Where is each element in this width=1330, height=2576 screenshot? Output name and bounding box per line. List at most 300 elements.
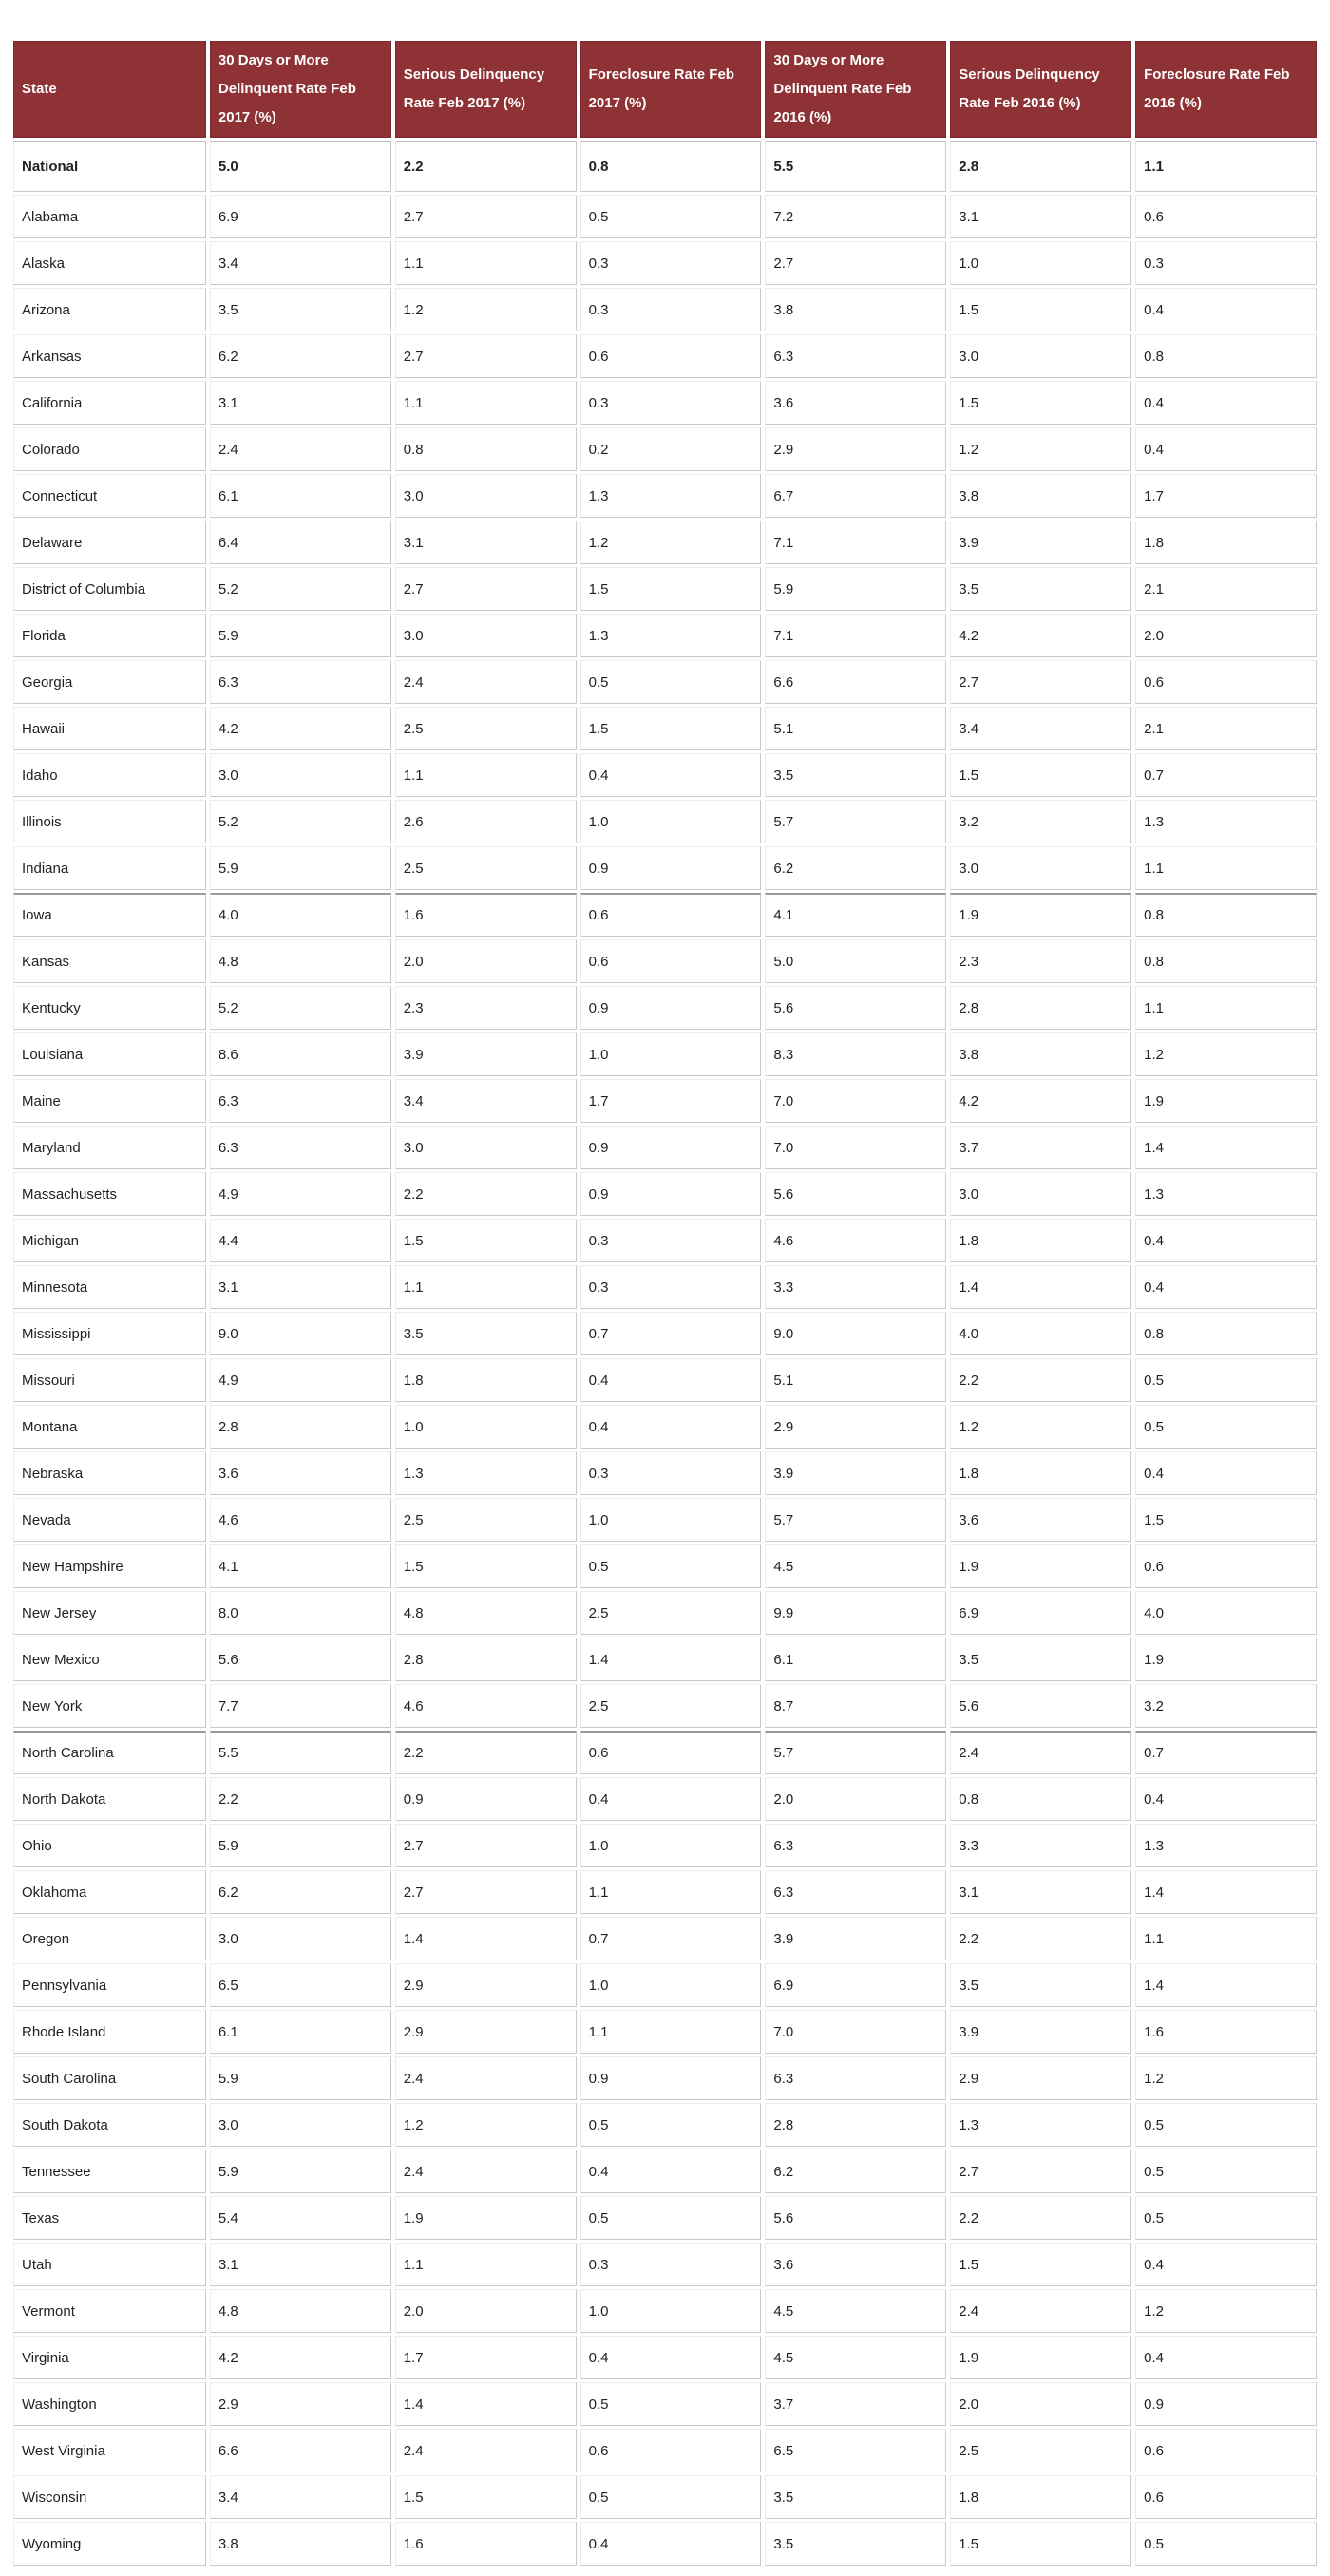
cell-serious-2017: 2.5	[395, 846, 577, 890]
table-row	[13, 195, 1317, 238]
cell-foreclosure-2017: 0.3	[580, 2243, 762, 2286]
national-row	[13, 141, 1317, 192]
cell-serious-2016: 1.9	[950, 893, 1131, 937]
table-row	[13, 2010, 1317, 2054]
cell-foreclosure-2017: 0.3	[580, 1265, 762, 1309]
table-container	[10, 38, 1320, 2568]
cell-serious-2017: 2.3	[395, 986, 577, 1030]
cell-serious-2016: 1.2	[950, 1405, 1131, 1449]
cell-foreclosure-2017: 0.3	[580, 288, 762, 331]
cell-serious-2017: 2.2	[395, 141, 577, 192]
cell-foreclosure-2016: 0.5	[1135, 1358, 1317, 1402]
cell-delinquent-2016: 7.1	[765, 614, 946, 657]
cell-serious-2017: 1.3	[395, 1451, 577, 1495]
cell-serious-2016: 3.4	[950, 707, 1131, 750]
cell-serious-2017: 1.5	[395, 2475, 577, 2519]
table-row	[13, 474, 1317, 518]
cell-foreclosure-2017: 0.9	[580, 2056, 762, 2100]
table-row	[13, 2475, 1317, 2519]
cell-state: Oklahoma	[13, 1870, 206, 1914]
cell-foreclosure-2017: 1.0	[580, 1498, 762, 1542]
table-row	[13, 1358, 1317, 1402]
cell-delinquent-2017: 3.0	[210, 2103, 391, 2147]
cell-state: West Virginia	[13, 2429, 206, 2472]
cell-serious-2017: 1.1	[395, 381, 577, 425]
cell-delinquent-2017: 6.3	[210, 660, 391, 704]
cell-serious-2017: 3.9	[395, 1032, 577, 1076]
cell-foreclosure-2016: 0.5	[1135, 2522, 1317, 2566]
cell-serious-2017: 3.0	[395, 614, 577, 657]
cell-state: California	[13, 381, 206, 425]
cell-serious-2016: 2.3	[950, 939, 1131, 983]
table-row	[13, 288, 1317, 331]
cell-delinquent-2016: 7.0	[765, 2010, 946, 2054]
cell-state: Missouri	[13, 1358, 206, 1402]
table-row	[13, 1544, 1317, 1588]
cell-foreclosure-2017: 0.5	[580, 660, 762, 704]
cell-delinquent-2017: 9.0	[210, 1312, 391, 1355]
cell-serious-2017: 1.1	[395, 2243, 577, 2286]
cell-foreclosure-2016: 0.8	[1135, 334, 1317, 378]
cell-serious-2016: 3.9	[950, 521, 1131, 564]
cell-foreclosure-2016: 1.4	[1135, 1870, 1317, 1914]
table-row	[13, 2289, 1317, 2333]
cell-serious-2016: 3.6	[950, 1498, 1131, 1542]
cell-foreclosure-2016: 0.8	[1135, 939, 1317, 983]
table-row	[13, 1731, 1317, 1774]
cell-foreclosure-2016: 0.9	[1135, 2382, 1317, 2426]
cell-foreclosure-2017: 1.0	[580, 1824, 762, 1867]
cell-serious-2016: 2.9	[950, 2056, 1131, 2100]
cell-delinquent-2016: 3.9	[765, 1451, 946, 1495]
cell-foreclosure-2016: 1.2	[1135, 1032, 1317, 1076]
cell-serious-2016: 3.8	[950, 474, 1131, 518]
table-row	[13, 334, 1317, 378]
table-row	[13, 2243, 1317, 2286]
cell-foreclosure-2016: 1.8	[1135, 521, 1317, 564]
cell-delinquent-2017: 6.6	[210, 2429, 391, 2472]
cell-delinquent-2017: 5.9	[210, 846, 391, 890]
cell-serious-2017: 1.5	[395, 1544, 577, 1588]
cell-serious-2017: 0.8	[395, 427, 577, 471]
cell-delinquent-2016: 5.7	[765, 800, 946, 843]
cell-delinquent-2016: 8.3	[765, 1032, 946, 1076]
table-row	[13, 427, 1317, 471]
cell-serious-2016: 1.0	[950, 241, 1131, 285]
cell-state: Mississippi	[13, 1312, 206, 1355]
cell-serious-2016: 3.5	[950, 567, 1131, 611]
cell-state: South Dakota	[13, 2103, 206, 2147]
cell-state: Indiana	[13, 846, 206, 890]
cell-foreclosure-2016: 0.4	[1135, 427, 1317, 471]
cell-serious-2016: 4.2	[950, 1079, 1131, 1123]
cell-delinquent-2017: 8.0	[210, 1591, 391, 1635]
cell-delinquent-2016: 6.2	[765, 2150, 946, 2193]
cell-delinquent-2017: 6.5	[210, 1963, 391, 2007]
cell-delinquent-2017: 5.6	[210, 1638, 391, 1681]
cell-serious-2016: 2.2	[950, 2196, 1131, 2240]
cell-delinquent-2017: 4.0	[210, 893, 391, 937]
cell-serious-2017: 1.4	[395, 2382, 577, 2426]
cell-serious-2017: 1.5	[395, 1219, 577, 1262]
cell-delinquent-2016: 5.1	[765, 707, 946, 750]
cell-state: Washington	[13, 2382, 206, 2426]
cell-state: Louisiana	[13, 1032, 206, 1076]
cell-foreclosure-2016: 1.1	[1135, 1917, 1317, 1960]
cell-delinquent-2016: 9.9	[765, 1591, 946, 1635]
cell-state: New Jersey	[13, 1591, 206, 1635]
cell-delinquent-2016: 5.9	[765, 567, 946, 611]
cell-delinquent-2017: 5.2	[210, 567, 391, 611]
cell-delinquent-2017: 3.0	[210, 1917, 391, 1960]
cell-delinquent-2017: 6.3	[210, 1079, 391, 1123]
cell-state: Virginia	[13, 2336, 206, 2379]
cell-serious-2016: 2.2	[950, 1358, 1131, 1402]
cell-foreclosure-2016: 0.4	[1135, 381, 1317, 425]
cell-serious-2016: 1.5	[950, 288, 1131, 331]
cell-delinquent-2016: 5.5	[765, 141, 946, 192]
cell-foreclosure-2016: 1.4	[1135, 1963, 1317, 2007]
cell-delinquent-2017: 5.2	[210, 800, 391, 843]
cell-delinquent-2016: 6.3	[765, 1870, 946, 1914]
cell-serious-2017: 2.9	[395, 1963, 577, 2007]
header-serious-2017: Serious Delinquency Rate Feb 2017 (%)	[395, 41, 577, 138]
table-row	[13, 2103, 1317, 2147]
cell-serious-2017: 2.6	[395, 800, 577, 843]
cell-serious-2017: 2.7	[395, 1870, 577, 1914]
cell-serious-2017: 2.2	[395, 1731, 577, 1774]
cell-foreclosure-2016: 0.6	[1135, 2429, 1317, 2472]
table-row	[13, 1126, 1317, 1169]
cell-serious-2016: 3.0	[950, 334, 1131, 378]
cell-state: North Carolina	[13, 1731, 206, 1774]
table-row	[13, 1219, 1317, 1262]
cell-delinquent-2017: 4.4	[210, 1219, 391, 1262]
cell-foreclosure-2017: 2.5	[580, 1684, 762, 1728]
table-row	[13, 800, 1317, 843]
cell-delinquent-2016: 5.7	[765, 1731, 946, 1774]
cell-delinquent-2017: 5.2	[210, 986, 391, 1030]
cell-delinquent-2017: 2.8	[210, 1405, 391, 1449]
cell-delinquent-2017: 6.4	[210, 521, 391, 564]
table-row	[13, 1079, 1317, 1123]
cell-foreclosure-2016: 1.4	[1135, 1126, 1317, 1169]
cell-foreclosure-2016: 2.0	[1135, 614, 1317, 657]
cell-delinquent-2016: 3.5	[765, 2475, 946, 2519]
cell-foreclosure-2016: 1.3	[1135, 1172, 1317, 1216]
cell-foreclosure-2016: 1.3	[1135, 800, 1317, 843]
cell-foreclosure-2017: 0.4	[580, 2336, 762, 2379]
cell-delinquent-2016: 6.1	[765, 1638, 946, 1681]
cell-foreclosure-2016: 0.4	[1135, 1451, 1317, 1495]
cell-delinquent-2017: 4.1	[210, 1544, 391, 1588]
cell-serious-2016: 1.8	[950, 1451, 1131, 1495]
cell-state: Arkansas	[13, 334, 206, 378]
table-row	[13, 846, 1317, 890]
cell-delinquent-2016: 3.8	[765, 288, 946, 331]
cell-serious-2016: 2.2	[950, 1917, 1131, 1960]
cell-foreclosure-2016: 1.2	[1135, 2289, 1317, 2333]
cell-state: Delaware	[13, 521, 206, 564]
cell-delinquent-2016: 3.9	[765, 1917, 946, 1960]
cell-foreclosure-2016: 0.6	[1135, 660, 1317, 704]
cell-serious-2016: 3.5	[950, 1963, 1131, 2007]
cell-delinquent-2017: 3.1	[210, 381, 391, 425]
cell-foreclosure-2017: 1.4	[580, 1638, 762, 1681]
cell-serious-2016: 1.9	[950, 2336, 1131, 2379]
cell-delinquent-2016: 2.8	[765, 2103, 946, 2147]
cell-state: Pennsylvania	[13, 1963, 206, 2007]
cell-serious-2016: 4.2	[950, 614, 1131, 657]
cell-state: Arizona	[13, 288, 206, 331]
cell-foreclosure-2017: 0.9	[580, 986, 762, 1030]
cell-foreclosure-2017: 0.4	[580, 1777, 762, 1821]
table-row	[13, 2522, 1317, 2566]
cell-state: South Carolina	[13, 2056, 206, 2100]
cell-serious-2016: 2.8	[950, 141, 1131, 192]
cell-state: Montana	[13, 1405, 206, 1449]
cell-foreclosure-2017: 0.6	[580, 939, 762, 983]
cell-delinquent-2017: 4.2	[210, 2336, 391, 2379]
cell-state: North Dakota	[13, 1777, 206, 1821]
table-row	[13, 986, 1317, 1030]
header-30day-2016: 30 Days or More Delinquent Rate Feb 2016 (%)	[765, 41, 946, 138]
cell-delinquent-2017: 3.1	[210, 1265, 391, 1309]
table-row	[13, 614, 1317, 657]
header-foreclosure-2016: Foreclosure Rate Feb 2016 (%)	[1135, 41, 1317, 138]
cell-serious-2017: 3.0	[395, 1126, 577, 1169]
cell-serious-2017: 2.5	[395, 707, 577, 750]
cell-foreclosure-2017: 1.0	[580, 1032, 762, 1076]
table-row	[13, 2196, 1317, 2240]
table-row	[13, 2150, 1317, 2193]
cell-foreclosure-2017: 0.6	[580, 334, 762, 378]
cell-delinquent-2016: 4.5	[765, 2336, 946, 2379]
cell-delinquent-2016: 6.9	[765, 1963, 946, 2007]
cell-state: District of Columbia	[13, 567, 206, 611]
cell-foreclosure-2016: 1.1	[1135, 141, 1317, 192]
cell-foreclosure-2016: 1.6	[1135, 2010, 1317, 2054]
cell-state: Wisconsin	[13, 2475, 206, 2519]
cell-delinquent-2016: 7.2	[765, 195, 946, 238]
header-row	[13, 41, 1317, 138]
cell-delinquent-2016: 3.6	[765, 2243, 946, 2286]
cell-delinquent-2017: 4.8	[210, 2289, 391, 2333]
cell-delinquent-2016: 5.6	[765, 986, 946, 1030]
cell-delinquent-2016: 2.9	[765, 1405, 946, 1449]
cell-serious-2016: 3.9	[950, 2010, 1131, 2054]
cell-foreclosure-2016: 0.8	[1135, 1312, 1317, 1355]
cell-delinquent-2017: 5.9	[210, 2056, 391, 2100]
cell-foreclosure-2017: 0.5	[580, 2196, 762, 2240]
table-row	[13, 753, 1317, 797]
cell-foreclosure-2017: 1.3	[580, 614, 762, 657]
cell-foreclosure-2016: 1.9	[1135, 1638, 1317, 1681]
table-row	[13, 1591, 1317, 1635]
cell-delinquent-2017: 7.7	[210, 1684, 391, 1728]
cell-foreclosure-2016: 0.5	[1135, 2103, 1317, 2147]
cell-delinquent-2016: 6.3	[765, 2056, 946, 2100]
cell-state: Utah	[13, 2243, 206, 2286]
cell-state: Hawaii	[13, 707, 206, 750]
table-row	[13, 521, 1317, 564]
cell-delinquent-2017: 4.8	[210, 939, 391, 983]
cell-delinquent-2016: 6.2	[765, 846, 946, 890]
cell-serious-2016: 2.4	[950, 2289, 1131, 2333]
cell-delinquent-2017: 5.9	[210, 2150, 391, 2193]
cell-foreclosure-2017: 1.1	[580, 1870, 762, 1914]
cell-delinquent-2016: 7.0	[765, 1126, 946, 1169]
cell-serious-2017: 1.1	[395, 241, 577, 285]
cell-foreclosure-2017: 1.2	[580, 521, 762, 564]
cell-foreclosure-2016: 1.2	[1135, 2056, 1317, 2100]
cell-delinquent-2016: 7.0	[765, 1079, 946, 1123]
table-row	[13, 707, 1317, 750]
header-serious-2016: Serious Delinquency Rate Feb 2016 (%)	[950, 41, 1131, 138]
table-row	[13, 2336, 1317, 2379]
cell-delinquent-2017: 5.0	[210, 141, 391, 192]
cell-delinquent-2016: 3.3	[765, 1265, 946, 1309]
cell-delinquent-2016: 5.1	[765, 1358, 946, 1402]
cell-serious-2017: 2.7	[395, 195, 577, 238]
cell-state: Alaska	[13, 241, 206, 285]
cell-foreclosure-2017: 0.5	[580, 2382, 762, 2426]
delinquency-table	[10, 38, 1320, 2568]
cell-delinquent-2017: 4.9	[210, 1358, 391, 1402]
cell-serious-2016: 1.5	[950, 2522, 1131, 2566]
cell-delinquent-2016: 5.6	[765, 1172, 946, 1216]
cell-serious-2017: 1.4	[395, 1917, 577, 1960]
cell-serious-2016: 3.0	[950, 846, 1131, 890]
header-foreclosure-2017: Foreclosure Rate Feb 2017 (%)	[580, 41, 762, 138]
cell-state: Alabama	[13, 195, 206, 238]
cell-foreclosure-2017: 0.9	[580, 1172, 762, 1216]
cell-foreclosure-2016: 1.1	[1135, 846, 1317, 890]
table-row	[13, 1312, 1317, 1355]
cell-foreclosure-2017: 0.2	[580, 427, 762, 471]
cell-delinquent-2016: 6.3	[765, 1824, 946, 1867]
cell-state: Connecticut	[13, 474, 206, 518]
cell-delinquent-2016: 4.1	[765, 893, 946, 937]
header-30day-2017: 30 Days or More Delinquent Rate Feb 2017 (%)	[210, 41, 391, 138]
cell-foreclosure-2017: 0.4	[580, 2522, 762, 2566]
cell-state: Vermont	[13, 2289, 206, 2333]
cell-delinquent-2017: 3.8	[210, 2522, 391, 2566]
cell-state: Rhode Island	[13, 2010, 206, 2054]
table-row	[13, 939, 1317, 983]
table-row	[13, 2429, 1317, 2472]
cell-delinquent-2017: 3.1	[210, 2243, 391, 2286]
cell-foreclosure-2016: 0.4	[1135, 288, 1317, 331]
cell-serious-2016: 6.9	[950, 1591, 1131, 1635]
cell-delinquent-2016: 5.0	[765, 939, 946, 983]
table-row	[13, 893, 1317, 937]
cell-foreclosure-2017: 0.3	[580, 241, 762, 285]
cell-foreclosure-2017: 1.1	[580, 2010, 762, 2054]
cell-state: Wyoming	[13, 2522, 206, 2566]
cell-delinquent-2016: 7.1	[765, 521, 946, 564]
cell-foreclosure-2016: 4.0	[1135, 1591, 1317, 1635]
cell-serious-2016: 1.8	[950, 1219, 1131, 1262]
cell-serious-2016: 5.6	[950, 1684, 1131, 1728]
cell-delinquent-2017: 6.2	[210, 334, 391, 378]
table-row	[13, 1917, 1317, 1960]
cell-delinquent-2017: 5.4	[210, 2196, 391, 2240]
cell-foreclosure-2016: 0.6	[1135, 195, 1317, 238]
cell-delinquent-2017: 3.4	[210, 241, 391, 285]
cell-state: Maine	[13, 1079, 206, 1123]
cell-state: Georgia	[13, 660, 206, 704]
cell-serious-2016: 2.0	[950, 2382, 1131, 2426]
cell-serious-2017: 2.0	[395, 2289, 577, 2333]
cell-serious-2016: 4.0	[950, 1312, 1131, 1355]
cell-delinquent-2017: 2.4	[210, 427, 391, 471]
cell-serious-2017: 2.8	[395, 1638, 577, 1681]
cell-serious-2017: 2.4	[395, 660, 577, 704]
cell-delinquent-2017: 6.1	[210, 474, 391, 518]
cell-serious-2016: 1.5	[950, 753, 1131, 797]
cell-serious-2017: 3.0	[395, 474, 577, 518]
cell-state: Michigan	[13, 1219, 206, 1262]
cell-foreclosure-2017: 0.6	[580, 1731, 762, 1774]
cell-delinquent-2017: 3.0	[210, 753, 391, 797]
cell-state: Maryland	[13, 1126, 206, 1169]
cell-delinquent-2017: 8.6	[210, 1032, 391, 1076]
cell-delinquent-2017: 5.9	[210, 1824, 391, 1867]
cell-serious-2017: 2.4	[395, 2429, 577, 2472]
cell-delinquent-2016: 8.7	[765, 1684, 946, 1728]
cell-serious-2016: 1.9	[950, 1544, 1131, 1588]
cell-foreclosure-2016: 0.6	[1135, 1544, 1317, 1588]
cell-serious-2016: 3.1	[950, 195, 1131, 238]
header-state: State	[13, 41, 206, 138]
table-row	[13, 1032, 1317, 1076]
cell-foreclosure-2017: 0.3	[580, 381, 762, 425]
cell-foreclosure-2016: 3.2	[1135, 1684, 1317, 1728]
cell-serious-2017: 2.4	[395, 2150, 577, 2193]
cell-foreclosure-2017: 0.9	[580, 846, 762, 890]
cell-state: Florida	[13, 614, 206, 657]
cell-foreclosure-2017: 0.5	[580, 195, 762, 238]
cell-serious-2017: 2.9	[395, 2010, 577, 2054]
cell-serious-2017: 1.1	[395, 1265, 577, 1309]
cell-serious-2016: 3.1	[950, 1870, 1131, 1914]
cell-delinquent-2017: 5.9	[210, 614, 391, 657]
cell-serious-2017: 1.7	[395, 2336, 577, 2379]
cell-delinquent-2017: 5.5	[210, 1731, 391, 1774]
cell-foreclosure-2017: 1.0	[580, 1963, 762, 2007]
table-row	[13, 1405, 1317, 1449]
cell-serious-2017: 1.6	[395, 893, 577, 937]
cell-state: Massachusetts	[13, 1172, 206, 1216]
cell-state: Colorado	[13, 427, 206, 471]
table-row	[13, 2056, 1317, 2100]
cell-state: Nebraska	[13, 1451, 206, 1495]
cell-serious-2016: 3.0	[950, 1172, 1131, 1216]
cell-serious-2017: 4.6	[395, 1684, 577, 1728]
cell-foreclosure-2016: 1.1	[1135, 986, 1317, 1030]
cell-delinquent-2016: 9.0	[765, 1312, 946, 1355]
cell-delinquent-2016: 6.6	[765, 660, 946, 704]
cell-serious-2016: 2.4	[950, 1731, 1131, 1774]
cell-serious-2017: 3.4	[395, 1079, 577, 1123]
cell-foreclosure-2017: 1.0	[580, 2289, 762, 2333]
cell-foreclosure-2017: 0.7	[580, 1917, 762, 1960]
cell-delinquent-2017: 2.2	[210, 1777, 391, 1821]
cell-foreclosure-2016: 0.4	[1135, 1777, 1317, 1821]
cell-serious-2017: 2.0	[395, 939, 577, 983]
cell-serious-2017: 1.2	[395, 2103, 577, 2147]
